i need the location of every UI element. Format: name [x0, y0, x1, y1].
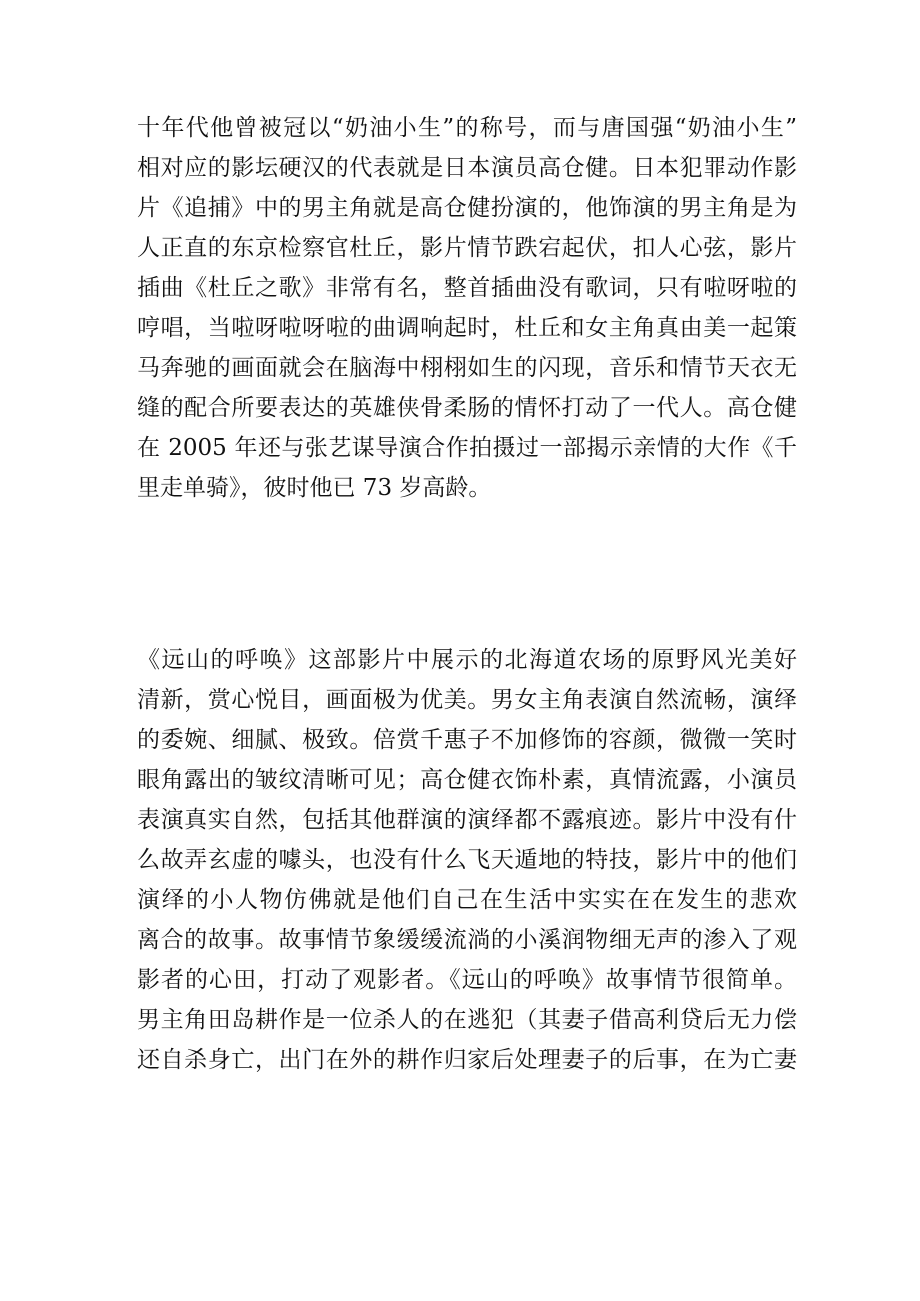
text-line: 还自杀身亡，出门在外的耕作归家后处理妻子的后事，在为亡妻: [137, 1047, 797, 1073]
text-line: 在 2005 年还与张艺谋导演合作拍摄过一部揭示亲情的大作《千: [137, 435, 797, 461]
paragraph-gao-cangjian-career: [137, 108, 797, 508]
text-line: 《远山的呼唤》这部影片中展示的北海道农场的原野风光美好: [137, 647, 797, 673]
text-line: 的委婉、细腻、极致。倍赏千惠子不加修饰的容颜，微微一笑时: [137, 727, 797, 753]
text-line: 哼唱，当啦呀啦呀啦的曲调响起时，杜丘和女主角真由美一起策: [137, 315, 797, 341]
text-line: 男主角田岛耕作是一位杀人的在逃犯（其妻子借高利贷后无力偿: [137, 1007, 797, 1033]
text-line: 演绎的小人物仿佛就是他们自己在生活中实实在在发生的悲欢: [137, 887, 797, 913]
text-line: 相对应的影坛硬汉的代表就是日本演员高仓健。日本犯罪动作影: [137, 155, 797, 181]
text-line: 片《追捕》中的男主角就是高仓健扮演的，他饰演的男主角是为: [137, 195, 797, 221]
text-line: 眼角露出的皱纹清晰可见；高仓健衣饰朴素，真情流露，小演员: [137, 767, 797, 793]
text-line: 十年代他曾被冠以“奶油小生”的称号，而与唐国强“奶油小生”: [137, 115, 797, 141]
text-line: 影者的心田，打动了观影者。《远山的呼唤》故事情节很简单。: [137, 967, 797, 993]
paragraph-distant-mountain-call: [137, 640, 797, 1080]
text-line: 表演真实自然，包括其他群演的演绎都不露痕迹。影片中没有什: [137, 807, 797, 833]
text-line: 人正直的东京检察官杜丘，影片情节跌宕起伏，扣人心弦，影片: [137, 235, 797, 261]
text-line: 插曲《杜丘之歌》非常有名，整首插曲没有歌词，只有啦呀啦的: [137, 275, 797, 301]
text-line: 离合的故事。故事情节象缓缓流淌的小溪润物细无声的渗入了观: [137, 927, 797, 953]
text-line: 缝的配合所要表达的英雄侠骨柔肠的情怀打动了一代人。高仓健: [137, 395, 797, 421]
text-line: 里走单骑》，彼时他已 73 岁高龄。: [137, 475, 492, 501]
text-line: 马奔驰的画面就会在脑海中栩栩如生的闪现，音乐和情节天衣无: [137, 355, 797, 381]
text-line: 清新，赏心悦目，画面极为优美。男女主角表演自然流畅，演绎: [137, 687, 797, 713]
text-line: 么故弄玄虚的噱头，也没有什么飞天遁地的特技，影片中的他们: [137, 847, 797, 873]
